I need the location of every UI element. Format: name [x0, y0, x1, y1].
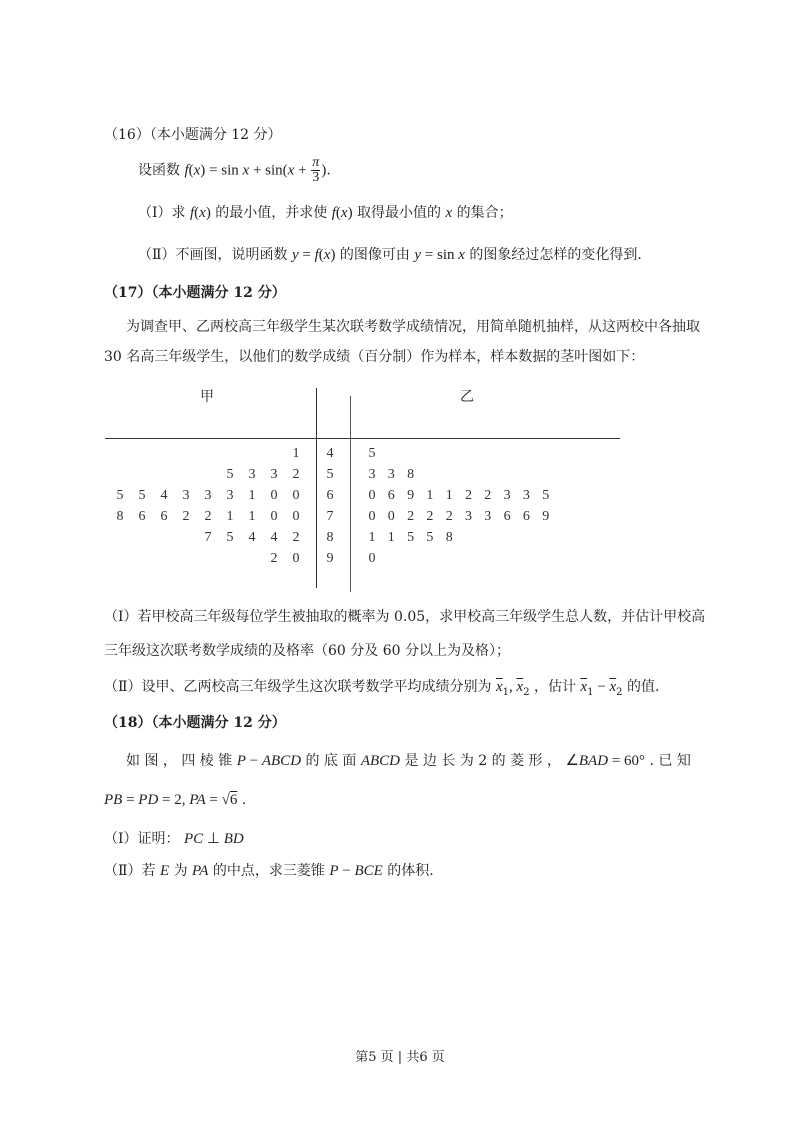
left-leaf: 0 — [292, 488, 300, 503]
right-leaf: 5 — [407, 530, 415, 545]
q18-part1: （Ⅰ）证明： PC ⊥ BD — [104, 831, 244, 847]
stem-9: 9 — [326, 551, 334, 566]
q16-function-formula: f — [184, 162, 189, 179]
left-leaf: 3 — [204, 488, 212, 503]
right-leaf: 2 — [465, 488, 472, 503]
left-leaf: 6 — [138, 509, 146, 524]
left-leaf: 3 — [226, 488, 234, 503]
left-leaf: 5 — [116, 488, 124, 503]
right-leaf: 0 — [387, 509, 395, 524]
left-leaf: 3 — [182, 488, 190, 503]
right-leaf: 9 — [407, 488, 415, 503]
left-leaf: 4 — [160, 488, 168, 503]
q17-intro-line1: 为调查甲、乙两校高三年级学生某次联考数学成绩情况，用简单随机抽样，从这两校中各抽取 — [126, 319, 700, 335]
pi-over-3-fraction: $\frac{\pi}{3}$ — [312, 155, 320, 185]
stem-4: 4 — [326, 446, 334, 461]
right-leaf: 1 — [445, 488, 453, 503]
right-leaf: 0 — [368, 551, 376, 566]
right-leaf: 6 — [387, 488, 395, 503]
q16-setup-text: 设函数 — [138, 162, 180, 179]
right-leaf: 3 — [522, 488, 530, 503]
stem-7: 7 — [326, 509, 334, 524]
right-leaf: 0 — [368, 488, 376, 503]
q17-part1-line2: 三年级这次联考数学成绩的及格率（60 分及 60 分以上为及格）； — [104, 643, 510, 659]
left-leaf: 2 — [182, 509, 190, 524]
stem-6: 6 — [326, 488, 334, 503]
right-leaf: 8 — [407, 467, 415, 482]
q17-header: （17）（本小题满分 12 分） — [104, 285, 286, 301]
left-leaf: 0 — [270, 488, 278, 503]
right-leaf: 2 — [484, 488, 492, 503]
left-leaf: 2 — [292, 467, 300, 482]
right-leaf: 2 — [407, 509, 415, 524]
right-leaf: 5 — [426, 530, 434, 545]
q17-part1-line1: （Ⅰ）若甲校高三年级每位学生被抽取的概率为 0.05，求甲校高三年级学生总人数，并估计甲校高 — [104, 609, 706, 625]
left-leaf: 0 — [292, 509, 300, 524]
left-leaf: 2 — [292, 530, 300, 545]
right-leaf: 8 — [445, 530, 453, 545]
left-leaf: 1 — [248, 509, 256, 524]
left-vertical-rule — [316, 388, 317, 588]
right-leaf: 3 — [484, 509, 492, 524]
right-leaf: 3 — [387, 467, 395, 482]
left-school-title: 甲 — [200, 389, 214, 405]
left-leaf: 0 — [270, 509, 278, 524]
left-leaf: 3 — [248, 467, 256, 482]
left-leaf: 0 — [292, 551, 300, 566]
q18-line1: 如 图 ， 四 棱 锥 P − ABCD 的 底 面 ABCD 是 边 长 为 2 的 菱 形 ， ∠BAD = 60° . 已 知 — [126, 753, 691, 769]
stem-5: 5 — [326, 467, 334, 482]
left-leaf: 4 — [248, 530, 256, 545]
q18-line2: PB = PD = 2, PA = √6 . — [104, 792, 247, 808]
left-leaf: 8 — [116, 509, 124, 524]
q18-part2: （Ⅱ）若 E 为 PA 的中点，求三菱锥 P − BCE 的体积. — [104, 863, 434, 879]
left-leaf: 6 — [160, 509, 168, 524]
left-leaf: 2 — [270, 551, 278, 566]
q17-part2: （Ⅱ）设甲、乙两校高三年级学生这次联考数学平均成绩分别为 $\overline{x}_1$, $\overline{x}_2$ ，估计 $\overline{x}_1 - \overline{x}_2$ 的值. — [104, 679, 660, 698]
right-leaf: 9 — [542, 509, 550, 524]
left-leaf: 5 — [226, 467, 234, 482]
right-leaf: 5 — [542, 488, 550, 503]
q17-intro-line2: 30 名高三年级学生，以他们的数学成绩（百分制）作为样本，样本数据的茎叶图如下： — [104, 349, 645, 365]
right-leaf: 2 — [445, 509, 453, 524]
right-leaf: 1 — [368, 530, 376, 545]
left-leaf: 1 — [292, 446, 300, 461]
page-footer: 第5 页 | 共6 页 — [355, 1050, 445, 1065]
left-leaf: 5 — [138, 488, 146, 503]
right-leaf: 5 — [368, 446, 376, 461]
right-school-title: 乙 — [460, 389, 474, 405]
q16-setup: 设函数 f(x) = sin x + sin(x + $\frac{\pi}{3}$ ). — [138, 155, 331, 185]
left-leaf: 7 — [204, 530, 212, 545]
right-leaf: 6 — [503, 509, 511, 524]
left-leaf: 3 — [270, 467, 278, 482]
left-leaf: 1 — [226, 509, 234, 524]
right-leaf: 0 — [368, 509, 376, 524]
q18-header: （18）（本小题满分 12 分） — [104, 715, 286, 731]
q16-part1: （Ⅰ）求 f(x) 的最小值，并求使 f(x) 取得最小值的 x 的集合； — [138, 205, 513, 221]
right-leaf: 6 — [522, 509, 530, 524]
right-vertical-rule — [350, 396, 351, 592]
q16-part2: （Ⅱ）不画图，说明函数 y = f(x) 的图像可由 y = sin x 的图象经过怎样的变化得到. — [138, 247, 642, 263]
right-leaf: 1 — [387, 530, 395, 545]
left-leaf: 2 — [204, 509, 212, 524]
right-leaf: 2 — [426, 509, 434, 524]
stem-8: 8 — [326, 530, 334, 545]
q16-header: （16）（本小题满分 12 分） — [104, 127, 282, 143]
left-leaf: 5 — [226, 530, 234, 545]
left-leaf: 1 — [248, 488, 256, 503]
right-leaf: 3 — [465, 509, 472, 524]
right-leaf: 3 — [368, 467, 376, 482]
left-leaf: 4 — [270, 530, 278, 545]
horizontal-rule — [105, 438, 620, 439]
right-leaf: 3 — [503, 488, 511, 503]
right-leaf: 1 — [426, 488, 434, 503]
